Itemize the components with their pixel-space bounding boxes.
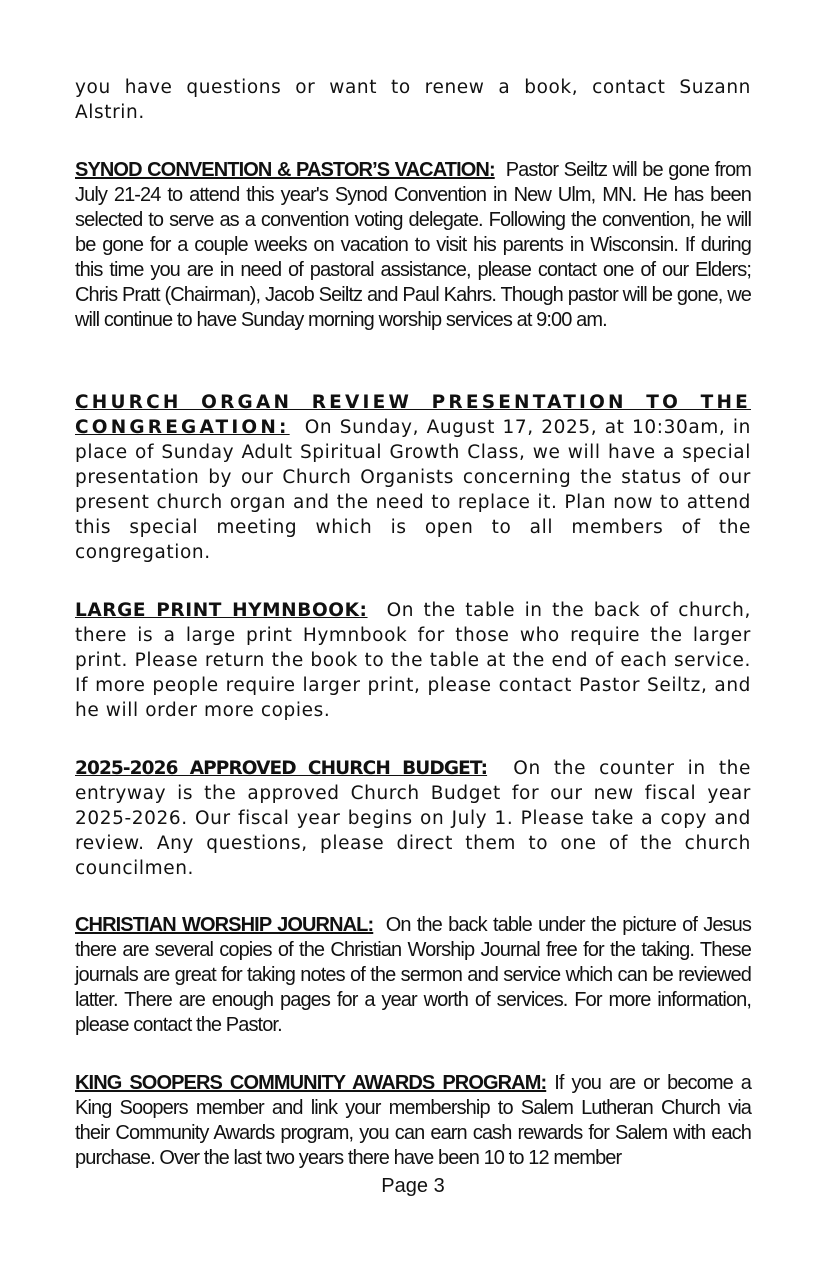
hymnbook-heading: LARGE PRINT HYMNBOOK:: [75, 600, 368, 621]
page-number: Page 3: [381, 1175, 445, 1197]
journal-body: On the back table under the picture of Jesus there are several copies of the Christian Worship Journal free for the taking. These journals are great for taking notes of the sermon and service which can be reviewed latter. There are enough pages for a year worth of services. For more information, please contact the Pastor.: [75, 914, 751, 1036]
journal-paragraph: [75, 913, 751, 1038]
synod-body: Pastor Seiltz will be gone from July 21-24 to attend this year's Synod Convention in New Ulm, MN. He has been selected to serve as a convention voting delegate. Following the convention, he will be gone for a couple weeks on vacation to visit his parents in Wisconsin. If during this time you are in need of pastoral assistance, please contact one of our Elders; Chris Pratt (Chairman), Jacob Seiltz and Paul Kahrs. Though pastor will be gone, we will continue to have Sunday morning worship services at 9:00 am.: [75, 159, 752, 331]
library-body: you have questions or want to renew a book, contact Suzann Alstrin.: [75, 77, 751, 123]
hymnbook-paragraph: [75, 598, 751, 723]
budget-body: On the counter in the entryway is the approved Church Budget for our new fiscal year 2025-2026. Our fiscal year begins on July 1. Please take a copy and review. Any questions, please direct them to one of the church councilmen.: [75, 758, 751, 879]
organ-body: On Sunday, August 17, 2025, at 10:30am, in place of Sunday Adult Spiritual Growth Class, we will have a special presentation by our Church Organists concerning the status of our present church organ and the need to replace it. Plan now to attend this special meeting which is open to all members of the congregation.: [75, 417, 751, 563]
synod-heading: SYNOD CONVENTION & PASTOR’S VACATION:: [75, 159, 495, 181]
synod-paragraph: [75, 158, 751, 333]
organ-heading: CHURCH ORGAN REVIEW PRESENTATION TO THE CONGREGATION:: [75, 392, 751, 438]
journal-heading: CHRISTIAN WORSHIP JOURNAL:: [75, 914, 374, 936]
kingsoopers-body: If you are or become a King Soopers member and link your membership to Salem Lutheran Church via their Community Awards program, you can earn cash rewards for Salem with each purchase. Over the last two years there have been 10 to 12 member: [75, 1072, 751, 1169]
hymnbook-body: On the table in the back of church, there is a large print Hymnbook for those who require the larger print. Please return the book to the table at the end of each service. If more people require larger print, please contact Pastor Seiltz, and he will order more copies.: [75, 600, 751, 721]
organ-paragraph: [75, 390, 751, 565]
kingsoopers-paragraph: [75, 1071, 751, 1171]
budget-heading: 2025-2026 APPROVED CHURCH BUDGET:: [75, 758, 488, 779]
kingsoopers-heading: KING SOOPERS COMMUNITY AWARDS PROGRAM:: [75, 1072, 547, 1094]
library-paragraph: [75, 75, 751, 125]
budget-paragraph: [75, 756, 751, 881]
